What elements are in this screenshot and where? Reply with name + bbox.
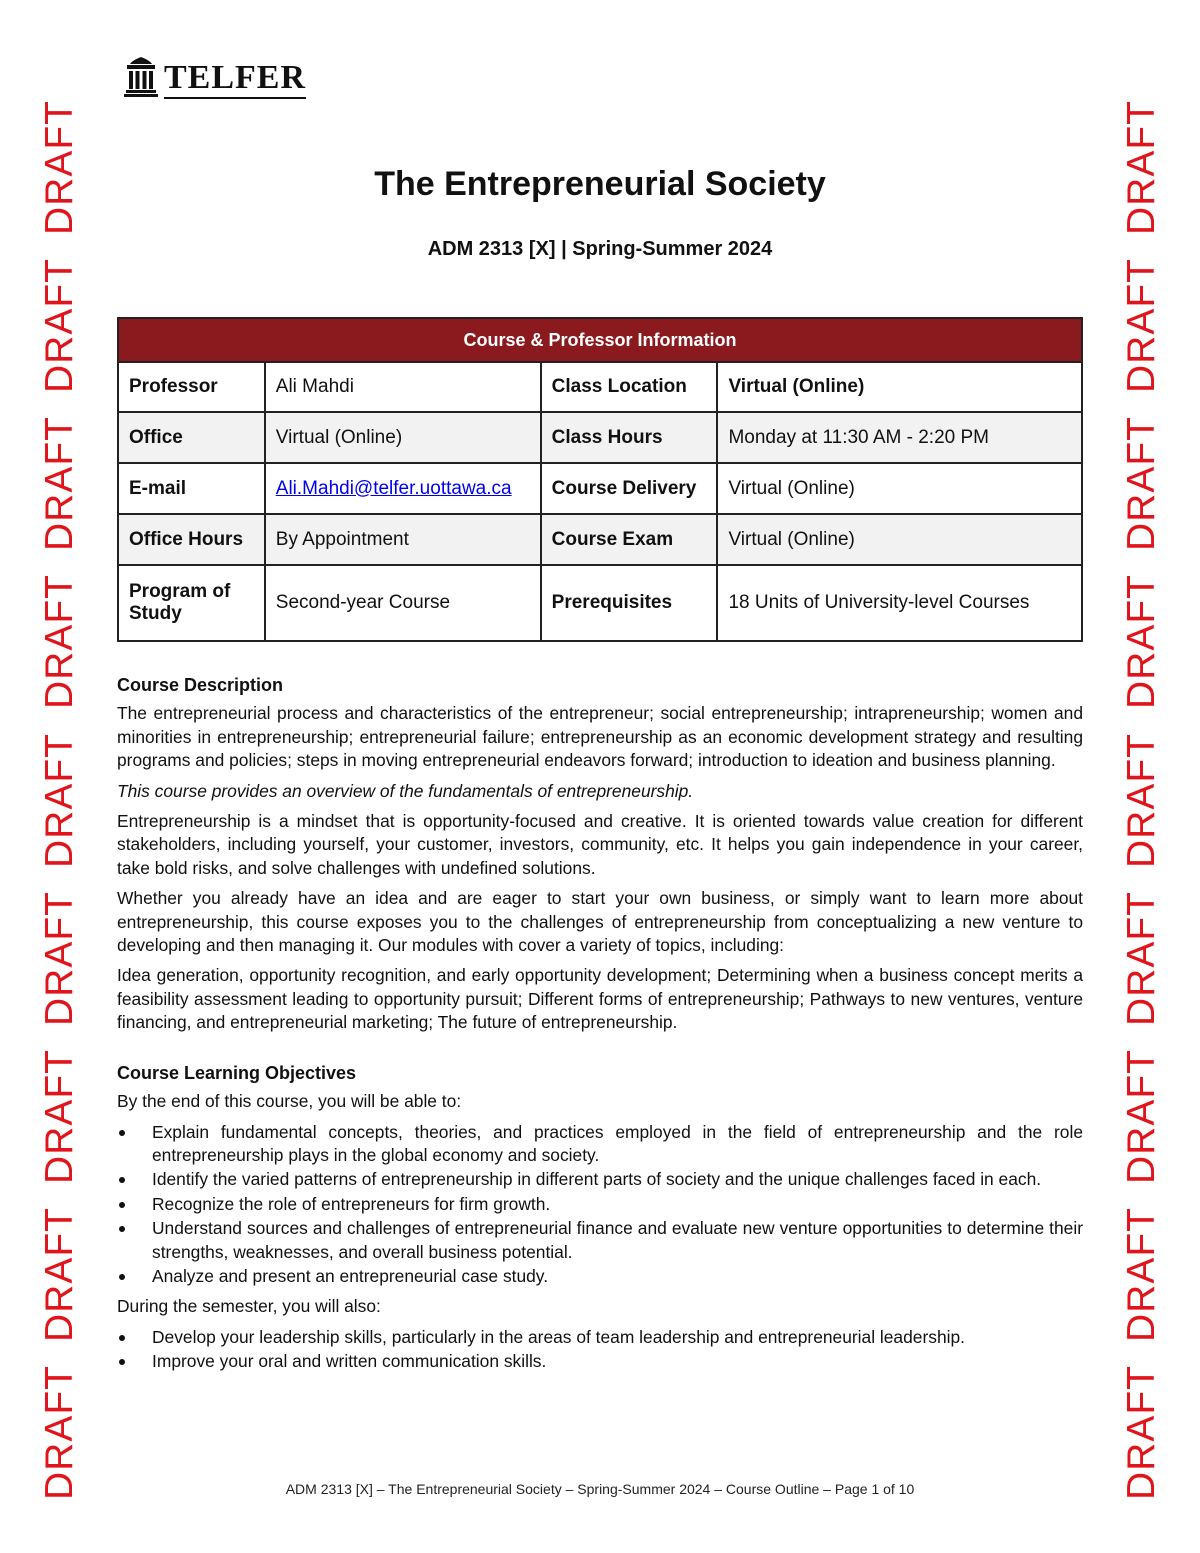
draft-watermark-right <box>1112 100 1172 1500</box>
professor-value: Ali Mahdi <box>265 362 541 412</box>
table-header: Course & Professor Information <box>118 318 1082 362</box>
list-item: Analyze and present an entrepreneurial case study. <box>117 1265 1083 1288</box>
draft-watermark-text: DRAFT <box>1120 416 1163 552</box>
draft-watermark-text: DRAFT <box>38 890 81 1026</box>
also-list <box>117 1326 1083 1374</box>
list-item: Develop your leadership skills, particularly in the areas of team leadership and entrepreneurial leadership. <box>117 1326 1083 1349</box>
draft-watermark-text: DRAFT <box>38 1206 81 1342</box>
description-paragraph: Entrepreneurship is a mindset that is opportunity-focused and creative. It is oriented towards value creation for different stakeholders, including yourself, your customer, investors, community, etc. It helps you gain independence in your career, take bold risks, and solve challenges with undefined solutions. <box>117 811 1083 878</box>
course-description-heading: Course Description <box>117 675 284 695</box>
class-location-value: Virtual (Online) <box>717 362 1082 412</box>
university-building-icon <box>124 56 158 103</box>
list-item: Improve your oral and written communication skills. <box>117 1350 1083 1373</box>
document-title: The Entrepreneurial Society <box>374 165 826 203</box>
table-row <box>118 412 1082 463</box>
course-info-table <box>117 317 1083 642</box>
learning-objectives-heading: Course Learning Objectives <box>117 1062 357 1083</box>
office-value: Virtual (Online) <box>265 412 541 463</box>
draft-watermark-text: DRAFT <box>1120 1365 1163 1500</box>
class-hours-value: Monday at 11:30 AM - 2:20 PM <box>717 412 1082 463</box>
email-link[interactable]: Ali.Mahdi@telfer.uottawa.ca <box>275 477 512 499</box>
draft-watermark-text: DRAFT <box>1120 1206 1163 1342</box>
objectives-list <box>117 1121 1083 1289</box>
description-paragraph: Whether you already have an idea and are eager to start your own business, or simply want to learn more about entrepreneurship, this course exposes you to the challenges of entrepreneurship from conceptualizing a new venture to developing and then managing it. Our modules with cover a variety of topics, including: <box>117 888 1083 956</box>
description-topics: Idea generation, opportunity recognition, and early opportunity development; Determining when a business concept merits a feasibility assessment leading to opportunity pursuit; Different forms of entrepreneurship; Pathways to new ventures, venture financing, and entrepreneurial marketing; The future of entrepreneurship. <box>117 965 1083 1033</box>
prerequisites-label: Prerequisites <box>541 565 718 641</box>
class-hours-label: Class Hours <box>541 412 718 463</box>
objectives-intro: By the end of this course, you will be able to: <box>117 1091 462 1112</box>
draft-watermark-text: DRAFT <box>1120 100 1163 235</box>
class-location-label: Class Location <box>541 362 718 412</box>
draft-watermark-text: DRAFT <box>38 100 81 235</box>
draft-watermark-text: DRAFT <box>38 258 81 394</box>
also-intro: During the semester, you will also: <box>117 1296 381 1317</box>
table-row <box>118 362 1082 412</box>
draft-watermark-text: DRAFT <box>38 416 81 552</box>
description-overview: This course provides an overview of the fundamentals of entrepreneurship. <box>117 780 694 801</box>
course-content <box>117 674 1083 1381</box>
draft-watermark-text: DRAFT <box>38 732 81 868</box>
draft-watermark-text: DRAFT <box>1120 890 1163 1026</box>
email-label: E-mail <box>118 463 265 514</box>
draft-watermark-text: DRAFT <box>38 1365 81 1500</box>
office-hours-value: By Appointment <box>265 514 541 565</box>
program-of-study-label: Program of Study <box>118 565 265 641</box>
list-item: Understand sources and challenges of entrepreneurial finance and evaluate new venture opportunities to determine their strengths, weaknesses, and overall business potential. <box>117 1217 1083 1264</box>
table-row <box>118 514 1082 565</box>
draft-watermark-text: DRAFT <box>1120 574 1163 710</box>
logo-wordmark: TELFER <box>164 60 306 99</box>
office-hours-label: Office Hours <box>118 514 265 565</box>
list-item: Explain fundamental concepts, theories, and practices employed in the field of entrepreneurship and the role entrepreneurship plays in the global economy and society. <box>117 1121 1083 1168</box>
page-footer: ADM 2313 [X] – The Entrepreneurial Society – Spring-Summer 2024 – Course Outline – Page 1 of 10 <box>285 1481 915 1497</box>
draft-watermark-left <box>30 100 90 1500</box>
office-label: Office <box>118 412 265 463</box>
draft-watermark-text: DRAFT <box>1120 1048 1163 1184</box>
list-item: Recognize the role of entrepreneurs for firm growth. <box>117 1193 1083 1216</box>
draft-watermark-text: DRAFT <box>1120 732 1163 868</box>
telfer-logo <box>124 56 306 103</box>
description-paragraph: The entrepreneurial process and characteristics of the entrepreneur; social entrepreneurship; intrapreneurship; women and minorities in entrepreneurship; entrepreneurial failure; entrepreneurship as an economic development strategy and resulting programs and policies; steps in moving entrepreneurial endeavors forward; introduction to ideation and business planning. <box>117 703 1083 771</box>
table-row <box>118 463 1082 514</box>
course-delivery-value: Virtual (Online) <box>717 463 1082 514</box>
course-exam-value: Virtual (Online) <box>717 514 1082 565</box>
course-subtitle: ADM 2313 [X] | Spring-Summer 2024 <box>427 238 773 260</box>
program-of-study-value: Second-year Course <box>265 565 541 641</box>
table-row <box>118 565 1082 641</box>
draft-watermark-text: DRAFT <box>1120 258 1163 394</box>
draft-watermark-text: DRAFT <box>38 1048 81 1184</box>
draft-watermark-text: DRAFT <box>38 574 81 710</box>
course-exam-label: Course Exam <box>541 514 718 565</box>
email-cell <box>265 463 541 514</box>
professor-label: Professor <box>118 362 265 412</box>
course-delivery-label: Course Delivery <box>541 463 718 514</box>
list-item: Identify the varied patterns of entrepreneurship in different parts of society and the unique challenges faced in each. <box>117 1168 1083 1191</box>
prerequisites-value: 18 Units of University-level Courses <box>717 565 1082 641</box>
